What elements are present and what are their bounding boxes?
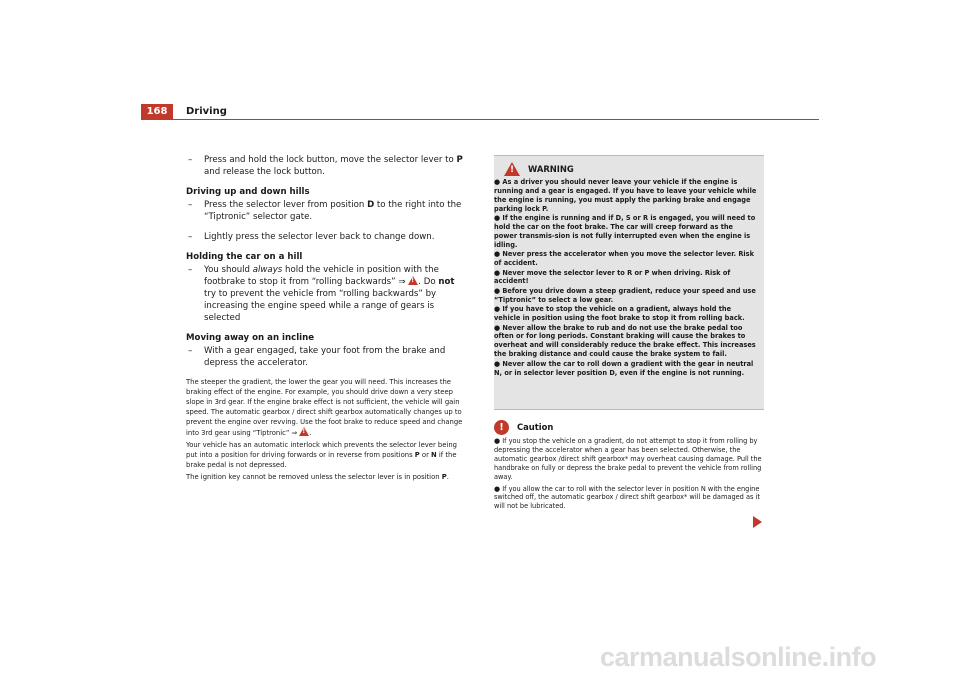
- header-rule: [141, 119, 819, 120]
- caution-box: [494, 420, 764, 514]
- note-gradient: The steeper the gradient, the lower the gear you will need. This increases the braking effect of the engine. For example, you should drive down a very steep slope in 3rd gear. If the engine brake effect is not sufficient, the vehicle will gain speed. The automatic gearbox / direct shift gearbox automatically changes up to prevent the engine over revving. Use the foot brake to reduce speed and change into 3rd gear using “Tiptronic” ⇒ ! .: [186, 377, 468, 438]
- step-lock: – Press and hold the lock button, move the selector lever to P and release the lock button.: [188, 155, 463, 177]
- notes: [186, 377, 468, 482]
- warning-item: ● Before you drive down a steep gradient, reduce your speed and use “Tiptronic” to select a low gear.: [494, 286, 756, 304]
- warning-item: ● If the engine is running and if D, S or R is engaged, you will need to hold the car on the foot brake. The car will creep forward as the power transmis-sion is not fully interrupted even when the engine is idling.: [494, 214, 756, 249]
- watermark: carmanualsonline.info: [600, 642, 877, 672]
- warning-item: ● As a driver you should never leave your vehicle if the engine is running and a gear is engaged. If you have to leave your vehicle while the engine is running, you must apply the parking brake and engage parking lock P.: [494, 178, 757, 213]
- left-column: [186, 154, 468, 484]
- step-hold: – You should always hold the vehicle in position with the footbrake to stop it from “rolling backwards” ⇒ ! . Do not try to prevent the vehicle from “rolling backwards” by increasing the engine speed while a range of gears is selected: [186, 264, 468, 324]
- heading-holding: Holding the car on a hill: [186, 252, 303, 262]
- warning-item: ● Never press the accelerator when you move the selector lever. Risk of accident.: [494, 250, 754, 268]
- warning-item: ● Never allow the car to roll down a gradient with the gear in neutral N, or in selector lever position D, even if the engine is not running.: [494, 359, 754, 377]
- caution-title: Caution: [517, 422, 554, 433]
- caution-item: ● If you stop the vehicle on a gradient, do not attempt to stop it from rolling by depressing the accelerator when a gear has been selected. Otherwise, the automatic gearbox /direct shift gearbox* may overheat causing damage. Pull the handbrake on fully or depress the brake pedal to prevent the vehicle from rolling away.: [494, 437, 762, 481]
- warning-box: [494, 155, 764, 410]
- warning-icon: [504, 162, 520, 176]
- caution-item: ● If you allow the car to roll with the selector lever in position N with the engine switched off, the automatic gearbox / direct shift gearbox* will be damaged as it will not be lubricated.: [494, 484, 760, 511]
- warning-header: [494, 156, 764, 178]
- step-moving-away: – With a gear engaged, take your foot from the brake and depress the accelerator.: [188, 346, 446, 368]
- warning-item: ● Never allow the brake to rub and do not use the brake pedal too often or for long periods. Constant braking will cause the brakes to overheat and will considerably reduce the brake effect. This increases the braking distance and could cause the brake system to fail.: [494, 323, 756, 359]
- warning-item: ● If you have to stop the vehicle on a gradient, always hold the vehicle in position using the foot brake to stop it from rolling back.: [494, 305, 745, 323]
- warning-title: WARNING: [528, 163, 574, 174]
- page-number: 168: [141, 104, 173, 119]
- page-title: Driving: [186, 106, 227, 117]
- warning-ref-icon[interactable]: [408, 276, 418, 285]
- warning-item: ● Never move the selector lever to R or P when driving. Risk of accident!: [494, 268, 731, 286]
- caution-header: [494, 420, 764, 435]
- next-page-arrow-icon[interactable]: [753, 516, 762, 528]
- heading-driving-hills: Driving up and down hills: [186, 187, 310, 197]
- warning-ref-icon[interactable]: [299, 427, 309, 436]
- step-change-down: – Lightly press the selector lever back to change down.: [188, 232, 435, 242]
- step-tiptronic: – Press the selector lever from position D to the right into the “Tiptronic” selector gate.: [188, 200, 462, 222]
- heading-moving-away: Moving away on an incline: [186, 333, 315, 343]
- note-ignition: The ignition key cannot be removed unless the selector lever is in position P.: [186, 473, 449, 481]
- note-interlock: Your vehicle has an automatic interlock which prevents the selector lever being put into a position for driving forwards or in reverse from positions P or N if the brake pedal is not depressed.: [186, 441, 457, 469]
- caution-icon: !: [494, 420, 509, 435]
